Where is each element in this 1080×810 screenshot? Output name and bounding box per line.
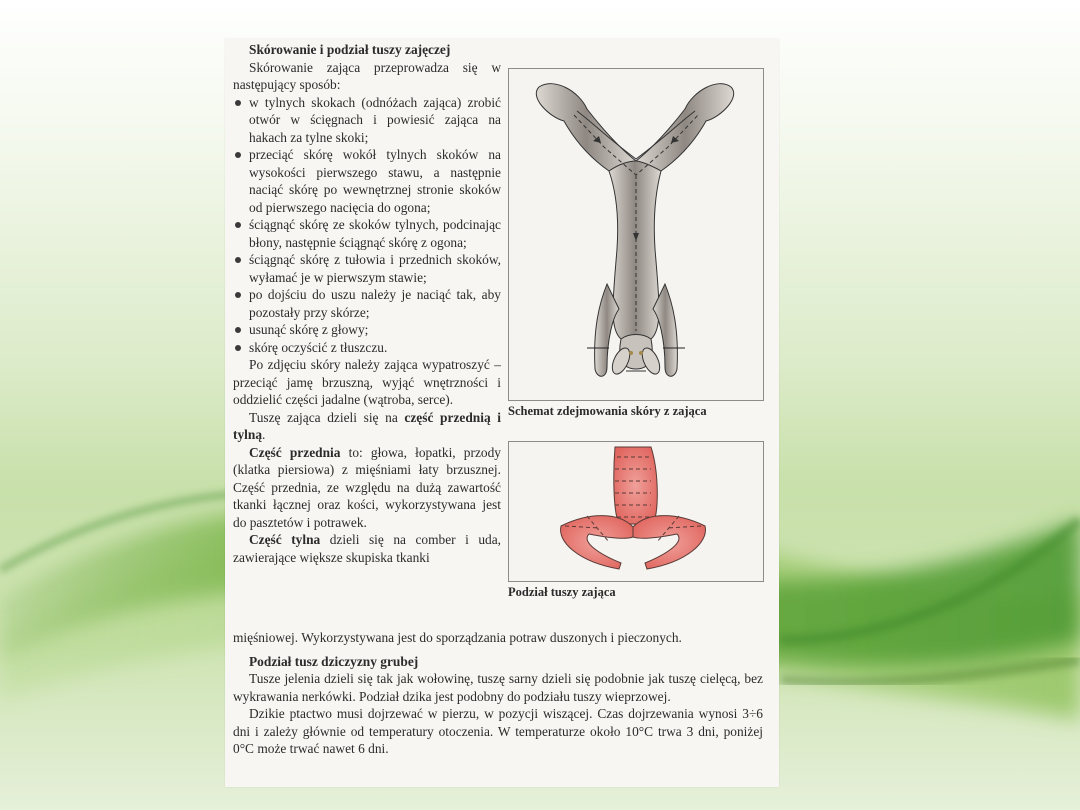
front-part-text: to: głowa, łopatki, przody (klatka piersiowa) z mięśniami łaty brzusznej. Część przednia, ze względu na dużą zawartość tkanki łącznej oraz kości, wykorzystywana jest do pasztetów i potrawek. bbox=[233, 444, 501, 530]
division-bold: część przednią i tylną bbox=[233, 409, 501, 442]
list-item: skórę oczyścić z tłuszczu. bbox=[233, 339, 501, 357]
front-part-paragraph bbox=[233, 444, 501, 532]
rear-part-paragraph bbox=[233, 531, 501, 566]
rear-part-continuation: mięśniowej. Wykorzystywana jest do sporządzania potraw duszonych i pieczonych. bbox=[233, 630, 682, 645]
intro-paragraph: Skórowanie zająca przeprowadza się w następujący sposób: bbox=[233, 59, 501, 92]
list-item: w tylnych skokach (odnóżach zająca) zrobić otwór w ścięgnach i powiesić zająca na hakach za tylne skoki; bbox=[233, 94, 501, 147]
wild-birds-paragraph: Dzikie ptactwo musi dojrzewać w pierzu, w pozycji wiszącej. Czas dojrzewania wynosi 3÷6 dni i zależy głównie od temperatury otoczenia. W temperaturze około 10°C trwa 3 dni, poniżej 0°C może trwać nawet 6 dni. bbox=[233, 706, 763, 756]
front-part-label: Część przednia bbox=[249, 444, 341, 460]
rear-part-text: dzieli się na comber i uda, zawierające większe skupiska tkanki bbox=[233, 532, 502, 565]
figure-caption-skinning: Schemat zdejmowania skóry z zająca bbox=[508, 404, 707, 418]
division-paragraph bbox=[233, 409, 501, 444]
document-page bbox=[225, 39, 779, 787]
list-item: po dojściu do uszu należy je naciąć tak, aby pozostały przy skórze; bbox=[233, 286, 501, 321]
figure-division-frame bbox=[508, 441, 764, 582]
list-item: usunąć skórę z głowy; bbox=[233, 321, 501, 339]
left-text-column bbox=[233, 39, 501, 566]
section-heading: Skórowanie i podział tuszy zajęczej bbox=[249, 42, 451, 57]
list-item: ściągnąć skórę ze skoków tylnych, podcinając błony, następnie ściągnąć skórę z ogona; bbox=[233, 216, 501, 251]
figure-skinning-frame bbox=[508, 68, 764, 401]
evisceration-paragraph: Po zdjęciu skóry należy zająca wypatroszyć – przeciąć jamę brzuszną, wyjąć wnętrzności i oddzielić części jadalne (wątroba, serce). bbox=[233, 357, 501, 407]
division-text: Tuszę zająca dzieli się na bbox=[249, 409, 405, 425]
skinning-steps-list bbox=[233, 94, 501, 357]
big-game-heading: Podział tusz dziczyzny grubej bbox=[249, 653, 419, 669]
division-suffix: . bbox=[262, 427, 266, 442]
hare-skinning-illustration bbox=[509, 69, 763, 400]
rear-part-label: Część tylna bbox=[249, 532, 321, 547]
list-item: ściągnąć skórę z tułowia i przednich skoków, wyłamać je w pierwszym stawie; bbox=[233, 251, 501, 286]
full-width-text bbox=[233, 629, 763, 758]
figure-caption-division: Podział tuszy zająca bbox=[508, 585, 616, 599]
big-game-paragraph: Tusze jelenia dzieli się tak jak wołowinę, tuszę sarny dzieli się podobnie jak tuszę cielęcą, bez wykrawania nerkówki. Podział dzika jest podobny do podziału tuszy wieprzowej. bbox=[233, 671, 763, 704]
list-item: przeciąć skórę wokół tylnych skoków na wysokości pierwszego stawu, a następnie naciąć skórę po wewnętrznej stronie skoków od pierwszego nacięcia do ogona; bbox=[233, 146, 501, 216]
hare-carcass-illustration bbox=[509, 442, 763, 581]
